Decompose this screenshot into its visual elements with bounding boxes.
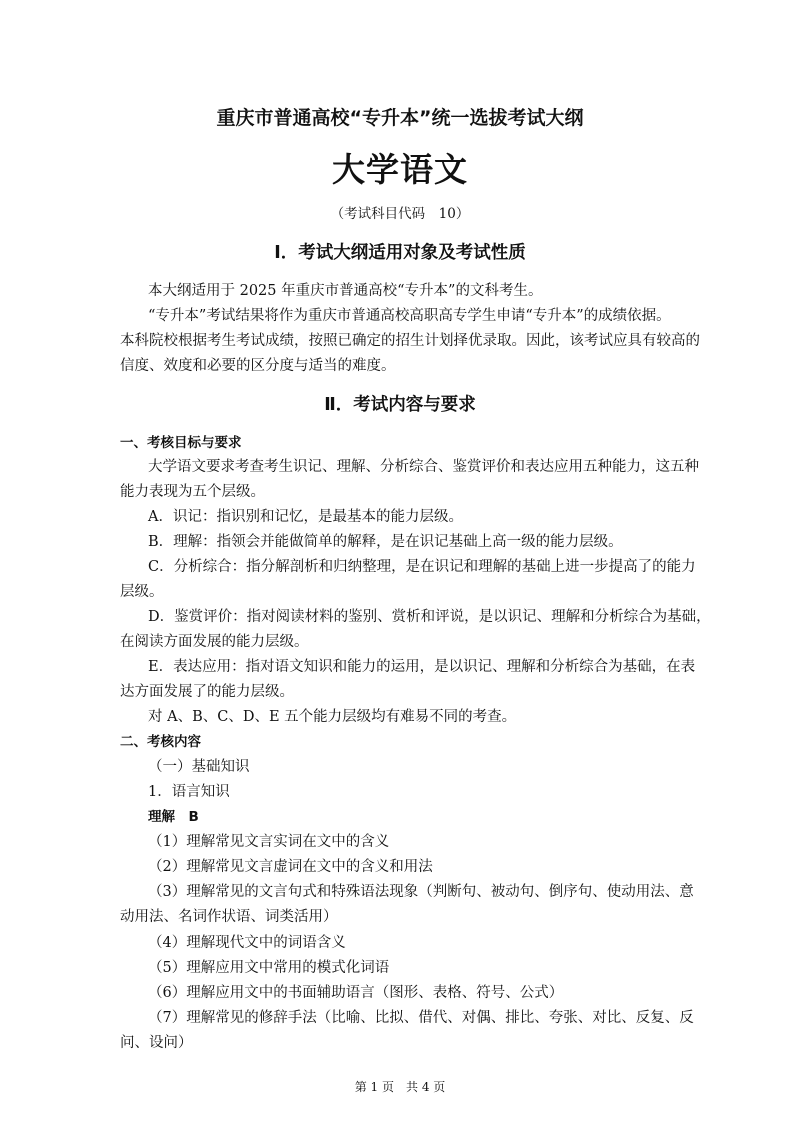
subject-title: 大学语文 xyxy=(332,150,468,189)
list-item-continuation: 在阅读方面发展的能力层级。 xyxy=(120,634,309,650)
list-item: D．鉴赏评价：指对阅读材料的鉴别、赏析和评说，是以识记、理解和分析综合为基础， xyxy=(148,609,711,625)
level-label: 理解 B xyxy=(148,809,199,825)
list-item: B．理解：指领会并能做简单的解释，是在识记基础上高一级的能力层级。 xyxy=(148,534,623,550)
requirement-item: （2）理解常见文言虚词在文中的含义和用法 xyxy=(148,859,433,875)
paragraph-line: 对 A、B、C、D、E 五个能力层级均有难易不同的考查。 xyxy=(148,709,517,725)
list-item: E．表达应用：指对语文知识和能力的运用，是以识记、理解和分析综合为基础，在表 xyxy=(148,659,696,675)
requirement-item: （5）理解应用文中常用的模式化词语 xyxy=(148,960,390,976)
section-1-heading: Ⅰ．考试大纲适用对象及考试性质 xyxy=(274,243,526,263)
requirement-item-continuation: 动用法、名词作状语、词类活用） xyxy=(120,909,338,925)
requirement-item: （4）理解现代文中的词语含义 xyxy=(148,935,346,951)
paragraph-line: 能力表现为五个层级。 xyxy=(120,484,265,500)
paragraph-line: “专升本”考试结果将作为重庆市普通高校高职高专学生申请“专升本”的成绩依据。 xyxy=(148,308,671,324)
requirement-item: （1）理解常见文言实词在文中的含义 xyxy=(148,834,390,850)
requirement-item-continuation: 问、设问） xyxy=(120,1035,193,1051)
document-title: 重庆市普通高校“专升本”统一选拔考试大纲 xyxy=(216,107,584,129)
requirement-item: （7）理解常见的修辞手法（比喻、比拟、借代、对偶、排比、夸张、对比、反复、反 xyxy=(148,1010,694,1026)
paragraph-line: 信度、效度和必要的区分度与适当的难度。 xyxy=(120,358,396,374)
list-item-continuation: 层级。 xyxy=(120,584,164,600)
list-item: A．识记：指识别和记忆，是最基本的能力层级。 xyxy=(148,509,463,525)
list-item-continuation: 达方面发展了的能力层级。 xyxy=(120,684,294,700)
paragraph-line: 本科院校根据考生考试成绩，按照已确定的招生计划择优录取。因此，该考试应具有较高的 xyxy=(120,333,700,349)
item-heading: 1．语言知识 xyxy=(148,784,230,800)
requirement-item: （3）理解常见的文言句式和特殊语法现象（判断句、被动句、倒序句、使动用法、意 xyxy=(148,884,694,900)
list-item: C．分析综合：指分解剖析和归纳整理，是在识记和理解的基础上进一步提高了的能力 xyxy=(148,559,696,575)
paragraph-line: 本大纲适用于 2025 年重庆市普通高校“专升本”的文科考生。 xyxy=(148,283,543,299)
paragraph-line: 大学语文要求考查考生识记、理解、分析综合、鉴赏评价和表达应用五种能力，这五种 xyxy=(148,459,699,475)
part-heading: （一）基础知识 xyxy=(148,759,250,775)
requirement-item: （6）理解应用文中的书面辅助语言（图形、表格、符号、公式） xyxy=(148,985,564,1001)
page-number: 第 1 页 共 4 页 xyxy=(354,1080,446,1094)
subsection-heading: 一、考核目标与要求 xyxy=(120,435,242,451)
subject-code: （考试科目代码 10） xyxy=(330,206,470,222)
section-2-heading: Ⅱ．考试内容与要求 xyxy=(324,395,476,415)
subsection-heading: 二、考核内容 xyxy=(120,734,201,750)
